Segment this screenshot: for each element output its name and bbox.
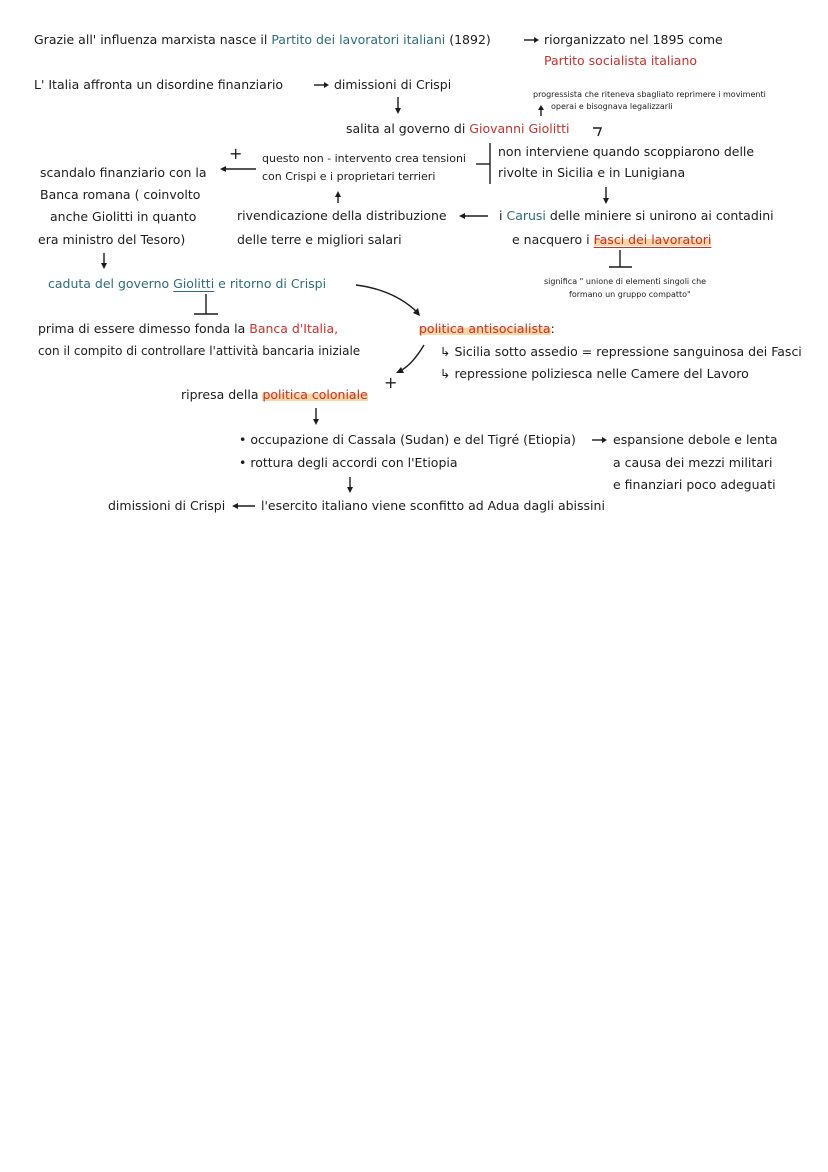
year-1892: (1892) [449, 32, 491, 47]
plus-sign-2: + [384, 373, 398, 392]
text-cassala: occupazione di Cassala (Sudan) e del Tigré (Etiopia) [250, 432, 576, 447]
text-dimissioni-final: dimissioni di Crispi [108, 498, 226, 513]
line-carusi [499, 208, 774, 224]
text-scandalo-2: Banca romana ( coinvolto [40, 187, 201, 202]
text-fasci-pre: e nacquero i [512, 232, 590, 247]
text-scandalo-3: anche Giolitti in quanto [50, 209, 197, 224]
term-carusi: Carusi [506, 208, 546, 223]
plus-sign-1: + [229, 144, 243, 163]
line-banca [38, 321, 338, 337]
term-caduta-giolitti: Giolitti [173, 276, 215, 291]
text-carusi-post: delle miniere si unirono ai contadini [549, 208, 774, 223]
text-caduta: caduta del governo [48, 276, 170, 291]
term-fasci-lavoratori: Fasci dei lavoratori [593, 232, 712, 247]
line-antisocialista [419, 321, 555, 337]
text-rottura: rottura degli accordi con l'Etiopia [250, 455, 458, 470]
text-repressione-poliziesca: repressione poliziesca nelle Camere del Lavoro [454, 366, 749, 381]
text-rivendicazione-2: delle terre e migliori salari [237, 232, 402, 247]
text-scandalo-1: scandalo finanziario con la [40, 165, 207, 180]
text-ritorno-crispi: e ritorno di Crispi [218, 276, 327, 291]
line-caduta [48, 276, 326, 292]
text-riorganizzato: riorganizzato nel 1895 come [544, 32, 723, 47]
text-colon: : [550, 321, 555, 336]
note-progressista-1: progressista che riteneva sbagliato reprimere i movimenti [533, 90, 766, 99]
text-carusi-pre: i [499, 208, 503, 223]
term-politica-antisocialista: politica antisocialista [419, 321, 551, 336]
text-rivendicazione-1: rivendicazione della distribuzione [237, 208, 447, 223]
line-fasci [512, 232, 711, 248]
text-espansione-3: e finanziari poco adeguati [613, 477, 776, 492]
text-espansione-1: espansione debole e lenta [613, 432, 778, 447]
dot-bullet-1: • [239, 432, 247, 447]
term-politica-coloniale: politica coloniale [262, 387, 368, 402]
bullet-repressione [440, 366, 749, 382]
text-nonintervento-1: questo non - intervento crea tensioni [262, 152, 466, 165]
text-banca-compito: con il compito di controllare l'attività bancaria iniziale [38, 344, 361, 358]
term-banca-italia: Banca d'Italia, [249, 321, 339, 336]
text-marxism-intro: Grazie all' influenza marxista nasce il [34, 32, 268, 47]
note-significa-2: formano un gruppo compatto" [569, 290, 691, 299]
text-banca-pre: prima di essere dimesso fonda la [38, 321, 246, 336]
term-partito-lavoratori: Partito dei lavoratori italiani [271, 32, 446, 47]
text-espansione-2: a causa dei mezzi militari [613, 455, 773, 470]
bullet-sicilia [440, 344, 802, 360]
term-giovanni-giolitti: Giovanni Giolitti [469, 121, 570, 136]
text-sicilia-assedio: Sicilia sotto assedio = repressione sanguinosa dei Fasci [454, 344, 802, 359]
text-disordine: L' Italia affronta un disordine finanziario [34, 77, 284, 92]
dot-bullet-2: • [239, 455, 247, 470]
note-progressista-2: operai e bisognava legalizzarli [551, 102, 673, 111]
note-significa-1: significa " unione di elementi singoli che [544, 277, 707, 286]
arrow-bullet-2: ↳ [440, 366, 451, 381]
text-adua: l'esercito italiano viene sconfitto ad Adua dagli abissini [261, 498, 605, 513]
line-marxism [34, 32, 491, 48]
text-non-interviene-1: non interviene quando scoppiarono delle [498, 144, 755, 159]
bullet-rottura [239, 455, 458, 471]
bullet-cassala [239, 432, 576, 448]
text-salita: salita al governo di [346, 121, 466, 136]
line-ripresa [181, 387, 368, 403]
text-dimissioni-crispi: dimissioni di Crispi [334, 77, 452, 92]
text-ripresa: ripresa della [181, 387, 259, 402]
line-salita [346, 121, 569, 137]
arrow-bullet-1: ↳ [440, 344, 451, 359]
text-scandalo-4: era ministro del Tesoro) [38, 232, 186, 247]
term-partito-socialista: Partito socialista italiano [544, 53, 698, 68]
text-nonintervento-2: con Crispi e i proprietari terrieri [262, 170, 436, 183]
text-non-interviene-2: rivolte in Sicilia e in Lunigiana [498, 165, 686, 180]
